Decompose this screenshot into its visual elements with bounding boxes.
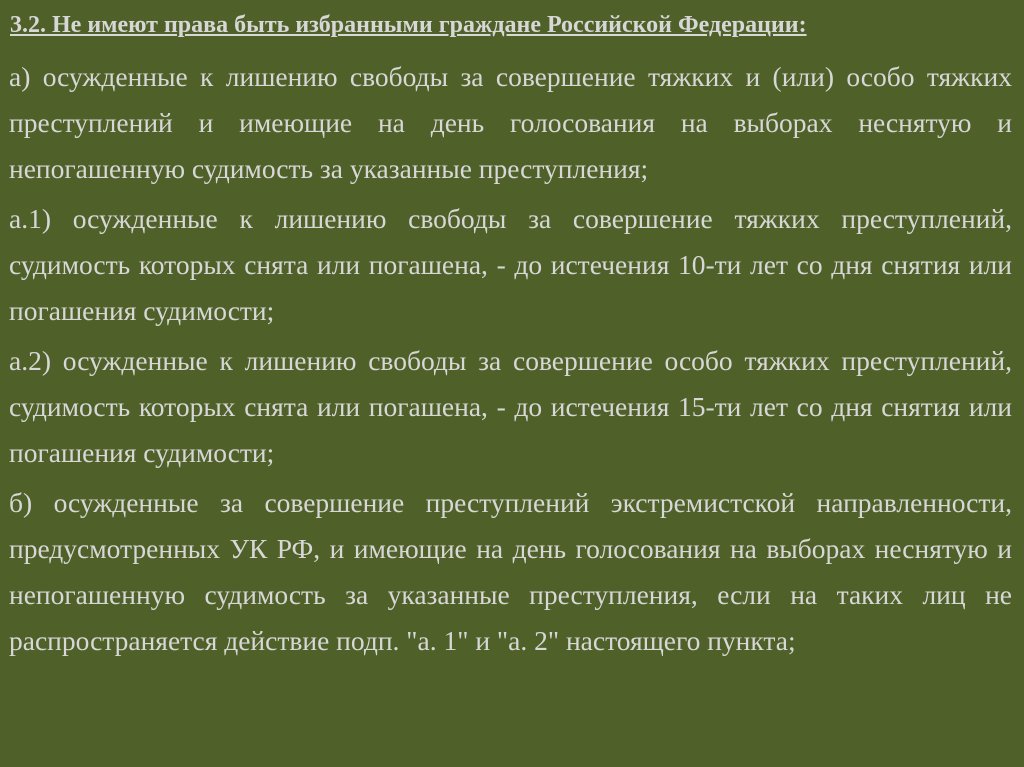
paragraph-a: а) осужденные к лишению свободы за совершение тяжких и (или) особо тяжких преступлений и имеющие на день голосования на выборах неснятую и непогашенную судимость за указанные преступления; <box>9 61 1012 184</box>
paragraph-a1: а.1) осужденные к лишению свободы за совершение тяжких преступлений, судимость которых снята или погашена, - до истечения 10-ти лет со дня снятия или погашения судимости; <box>9 203 1012 326</box>
paragraph-a2: а.2) осужденные к лишению свободы за совершение особо тяжких преступлений, судимость которых снята или погашена, - до истечения 15-ти лет со дня снятия или погашения судимости; <box>9 345 1012 468</box>
slide-heading: 3.2. Не имеют права быть избранными граждане Российской Федерации: <box>10 12 807 38</box>
paragraph-b: б) осужденные за совершение преступлений экстремистской направленности, предусмотренных УК РФ, и имеющие на день голосования на выборах неснятую и непогашенную судимость за указанные преступления, если на таких лиц не распространяется действие подп. "а. 1" и "а. 2" настоящего пункта; <box>9 487 1012 656</box>
